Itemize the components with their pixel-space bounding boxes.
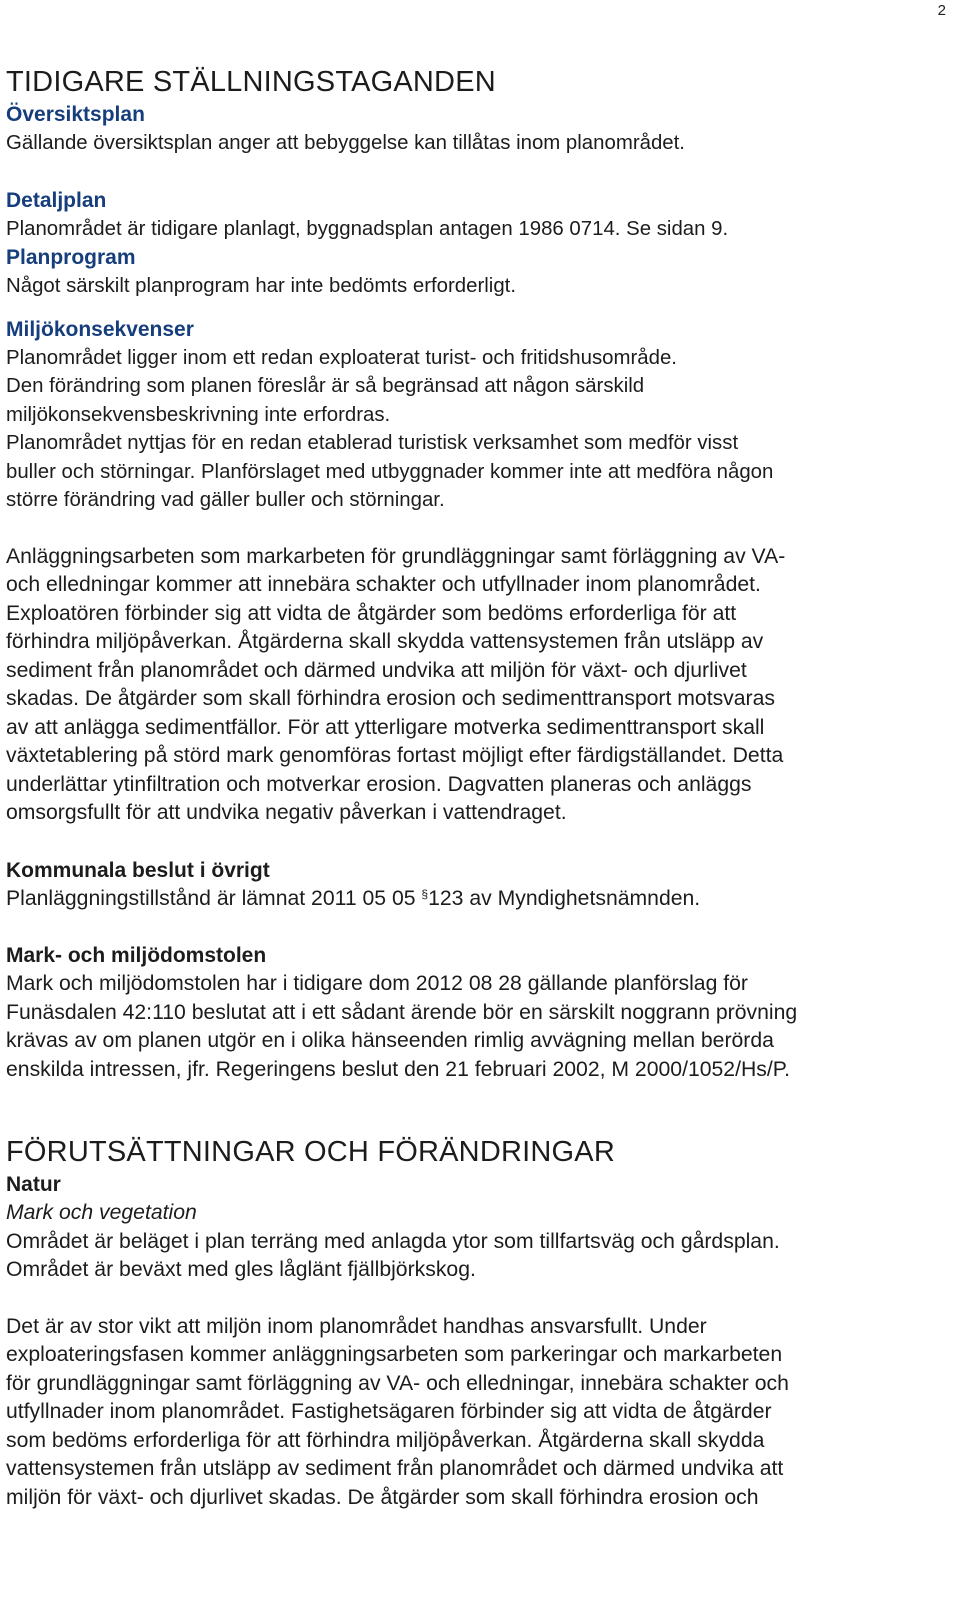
text-planprogram: Något särskilt planprogram har inte bedömts erforderligt. bbox=[6, 275, 517, 297]
section-title-forutsattningar: FÖRUTSÄTTNINGAR OCH FÖRÄNDRINGAR bbox=[6, 1136, 615, 1168]
heading-detaljplan: Detaljplan bbox=[6, 188, 107, 212]
text-line: utfyllnader inom planområdet. Fastighetsägaren förbinder sig att vidta de åtgärder bbox=[6, 1400, 772, 1423]
text-line: Mark och miljödomstolen har i tidigare dom 2012 08 28 gällande planförslag för bbox=[6, 972, 748, 995]
section-title-tidigare: TIDIGARE STÄLLNINGSTAGANDEN bbox=[6, 66, 496, 98]
text-line: omsorgsfullt för att undvika negativ påverkan i vattendraget. bbox=[6, 801, 567, 824]
text-line: växtetablering på störd mark genomföras fortast möjligt efter färdigställandet. Detta bbox=[6, 744, 784, 767]
text-line: Anläggningsarbeten som markarbeten för grundläggningar samt förläggning av VA- bbox=[6, 544, 786, 568]
text-line: skadas. De åtgärder som skall förhindra erosion och sedimenttransport motsvaras bbox=[6, 687, 775, 710]
heading-mark-miljodomstolen: Mark- och miljödomstolen bbox=[6, 944, 267, 967]
heading-natur: Natur bbox=[6, 1173, 61, 1196]
text-line: av att anlägga sedimentfällor. För att ytterligare motverka sedimenttransport skall bbox=[6, 715, 765, 739]
paragraph-miljo-ansvar bbox=[6, 1313, 951, 1513]
text-line: Området är beläget i plan terräng med anlagda ytor som tillfartsväg och gårdsplan. bbox=[6, 1229, 780, 1253]
paragraph-sign: § bbox=[421, 886, 429, 901]
text-line: för grundläggningar samt förläggning av VA- och elledningar, innebära schakter och bbox=[6, 1371, 789, 1395]
text-line: enskilda intressen, jfr. Regeringens beslut den 21 februari 2002, M 2000/1052/Hs/P. bbox=[6, 1057, 791, 1081]
text-line: Funäsdalen 42:110 beslutat att i ett sådant ärende bör en särskilt noggrann prövning bbox=[6, 1000, 798, 1024]
text-line: Den förändring som planen föreslår är så begränsad att någon särskild bbox=[6, 375, 645, 397]
text-line: Området är beväxt med gles låglänt fjällbjörkskog. bbox=[6, 1258, 476, 1281]
text-line: Det är av stor vikt att miljön inom planområdet handhas ansvarsfullt. Under bbox=[6, 1314, 707, 1338]
text-line: vattensystemen från utsläpp av sediment från planområdet och därmed undvika att bbox=[6, 1457, 784, 1480]
text-line: Planområdet ligger inom ett redan exploaterat turist- och fritidshusområde. bbox=[6, 346, 677, 369]
text-line: sediment från planområdet och därmed undvika att miljön för växt- och djurlivet bbox=[6, 658, 747, 682]
page-number: 2 bbox=[937, 2, 946, 19]
text-fragment: Planläggningstillstånd är lämnat 2011 05 05 bbox=[6, 886, 422, 910]
paragraph-mark-och-vegetation bbox=[6, 1228, 951, 1285]
text-line: miljön för växt- och djurlivet skadas. De åtgärder som skall förhindra erosion och bbox=[6, 1485, 759, 1509]
subheading-mark-och-vegetation: Mark och vegetation bbox=[6, 1201, 197, 1224]
document-body bbox=[6, 64, 951, 1512]
text-detaljplan: Planområdet är tidigare planlagt, byggnadsplan antagen 1986 0714. Se sidan 9. bbox=[6, 217, 729, 240]
text-oversiktsplan: Gällande översiktsplan anger att bebyggelse kan tillåtas inom planområdet. bbox=[6, 132, 685, 154]
text-line: miljökonsekvensbeskrivning inte erfordras. bbox=[6, 403, 391, 426]
heading-miljokonsekvenser: Miljökonsekvenser bbox=[6, 317, 194, 341]
paragraph-mark-miljodomstolen bbox=[6, 970, 951, 1084]
text-line: buller och störningar. Planförslaget med utbyggnader kommer inte att medföra någon bbox=[6, 460, 774, 483]
heading-oversiktsplan: Översiktsplan bbox=[6, 103, 145, 126]
text-line: förhindra miljöpåverkan. Åtgärderna skall skydda vattensystemen från utsläpp av bbox=[6, 630, 764, 653]
text-line: krävas av om planen utgör en i olika hänseenden rimlig avvägning mellan berörda bbox=[6, 1029, 774, 1052]
paragraph-anlaggningsarbeten bbox=[6, 543, 951, 828]
text-line: Exploatören förbinder sig att vidta de åtgärder som bedöms erforderliga för att bbox=[6, 601, 737, 625]
text-line: som bedöms erforderliga för att förhindra miljöpåverkan. Åtgärderna skall skydda bbox=[6, 1428, 765, 1452]
heading-planprogram: Planprogram bbox=[6, 246, 136, 269]
text-line: större förändring vad gäller buller och störningar. bbox=[6, 489, 445, 511]
text-fragment: 123 av Myndighetsnämnden. bbox=[428, 886, 701, 910]
text-line: Planområdet nyttjas för en redan etablerad turistisk verksamhet som medför visst bbox=[6, 432, 739, 454]
paragraph-miljokonsekvenser bbox=[6, 344, 951, 515]
text-line: exploateringsfasen kommer anläggningsarbeten som parkeringar och markarbeten bbox=[6, 1343, 783, 1366]
text-line: underlättar ytinfiltration och motverkar erosion. Dagvatten planeras och anläggs bbox=[6, 772, 752, 796]
text-kommunala-beslut bbox=[6, 885, 951, 914]
heading-kommunala-beslut: Kommunala beslut i övrigt bbox=[6, 858, 270, 882]
text-line: och elledningar kommer att innebära schakter och utfyllnader inom planområdet. bbox=[6, 573, 761, 596]
